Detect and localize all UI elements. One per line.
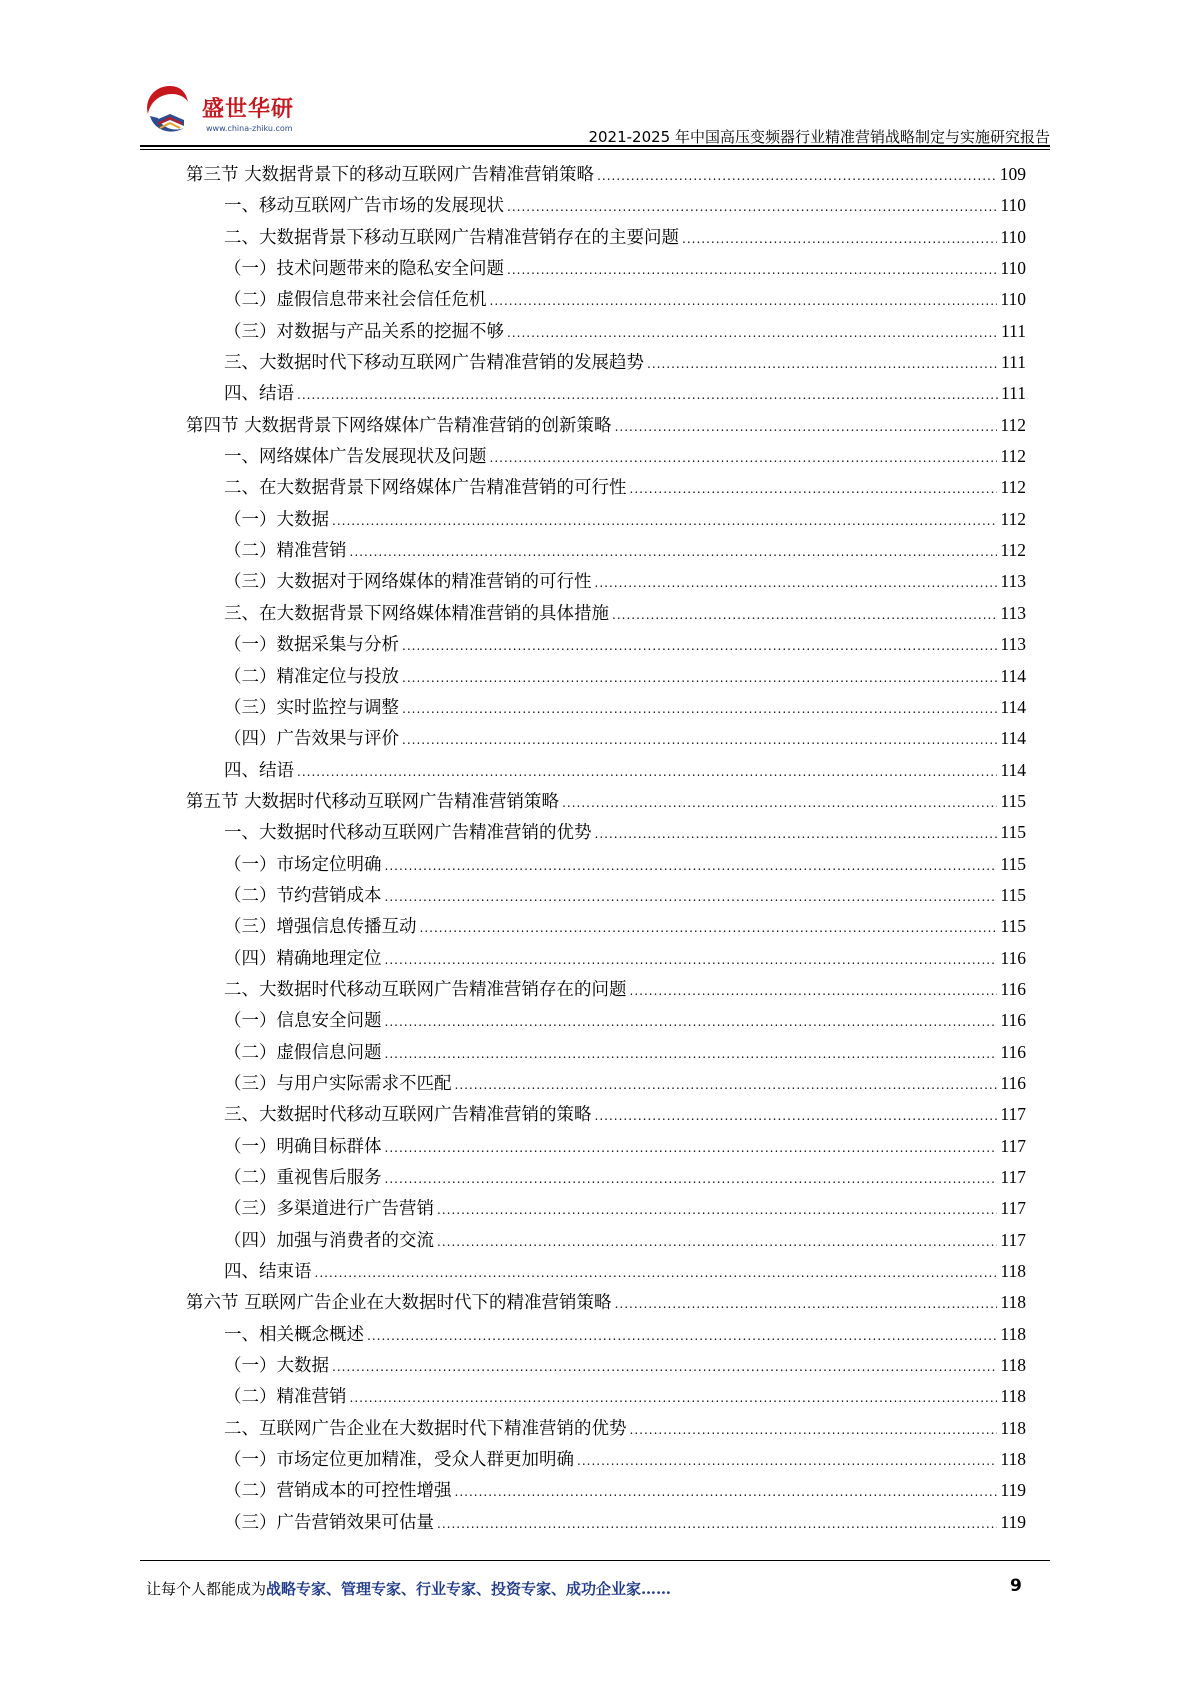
toc-entry-label: 二、大数据时代移动互联网广告精准营销存在的问题 bbox=[224, 979, 627, 1000]
toc-entry-label: 二、在大数据背景下网络媒体广告精准营销的可行性 bbox=[224, 478, 627, 499]
toc-entry[interactable] bbox=[186, 347, 1026, 378]
toc-entry-label: 三、大数据时代移动互联网广告精准营销的策略 bbox=[224, 1105, 592, 1126]
toc-entry[interactable] bbox=[186, 1287, 1026, 1318]
toc-entry[interactable] bbox=[186, 598, 1026, 629]
toc-entry-label: 一、网络媒体广告发展现状及问题 bbox=[224, 447, 487, 468]
toc-entry-page: 115 bbox=[1000, 884, 1026, 905]
toc-entry-label: （一）技术问题带来的隐私安全问题 bbox=[224, 259, 504, 280]
toc-entry-page: 113 bbox=[1000, 634, 1026, 655]
toc-entry[interactable] bbox=[186, 1068, 1026, 1099]
toc-entry-label: （四）精确地理定位 bbox=[224, 948, 382, 969]
toc-entry[interactable] bbox=[186, 190, 1026, 221]
toc-dot-leader bbox=[615, 412, 998, 441]
toc-entry-page: 119 bbox=[1000, 1511, 1026, 1532]
toc-entry-label: 第六节 互联网广告企业在大数据时代下的精准营销策略 bbox=[186, 1293, 612, 1314]
toc-entry-label: （一）数据采集与分析 bbox=[224, 635, 399, 656]
table-of-contents bbox=[186, 159, 1026, 1538]
toc-entry-page: 115 bbox=[1000, 916, 1026, 937]
toc-entry-page: 116 bbox=[1000, 978, 1026, 999]
toc-entry-label: 二、互联网广告企业在大数据时代下精准营销的优势 bbox=[224, 1418, 627, 1439]
logo-emblem-icon bbox=[140, 80, 200, 140]
toc-entry-page: 115 bbox=[1000, 790, 1026, 811]
toc-dot-leader bbox=[350, 1383, 998, 1412]
toc-entry[interactable] bbox=[186, 1193, 1026, 1224]
toc-entry-label: （三）对数据与产品关系的挖掘不够 bbox=[224, 321, 504, 342]
toc-entry-page: 117 bbox=[1000, 1229, 1026, 1250]
toc-entry[interactable] bbox=[186, 253, 1026, 284]
toc-entry[interactable] bbox=[186, 1350, 1026, 1381]
toc-entry-page: 118 bbox=[1000, 1292, 1026, 1313]
toc-entry-page: 116 bbox=[1000, 1072, 1026, 1093]
toc-dot-leader bbox=[615, 1289, 998, 1318]
toc-entry-label: （三）实时监控与调整 bbox=[224, 697, 399, 718]
toc-dot-leader bbox=[385, 1007, 998, 1036]
toc-entry[interactable] bbox=[186, 378, 1026, 409]
page-header bbox=[140, 78, 1050, 144]
toc-entry[interactable] bbox=[186, 1475, 1026, 1506]
toc-entry-label: （一）大数据 bbox=[224, 509, 329, 530]
toc-entry-page: 112 bbox=[1000, 477, 1026, 498]
toc-entry[interactable] bbox=[186, 1162, 1026, 1193]
toc-dot-leader bbox=[367, 1321, 997, 1350]
toc-entry[interactable] bbox=[186, 472, 1026, 503]
toc-entry[interactable] bbox=[186, 441, 1026, 472]
toc-entry-page: 114 bbox=[1000, 759, 1026, 780]
toc-entry-page: 116 bbox=[1000, 1010, 1026, 1031]
toc-dot-leader bbox=[385, 1133, 998, 1162]
page-number: 9 bbox=[1010, 1576, 1022, 1596]
toc-entry-label: （二）精准营销 bbox=[224, 541, 347, 562]
toc-entry[interactable] bbox=[186, 535, 1026, 566]
toc-entry-label: 第三节 大数据背景下的移动互联网广告精准营销策略 bbox=[186, 165, 595, 185]
toc-entry[interactable] bbox=[186, 755, 1026, 786]
toc-entry[interactable] bbox=[186, 159, 1026, 190]
toc-entry-label: （一）信息安全问题 bbox=[224, 1011, 382, 1032]
toc-entry-label: （一）明确目标群体 bbox=[224, 1136, 382, 1157]
toc-dot-leader bbox=[297, 380, 998, 409]
toc-entry-label: （四）广告效果与评价 bbox=[224, 729, 399, 750]
toc-entry-page: 112 bbox=[1000, 508, 1026, 529]
toc-entry-label: （二）营销成本的可控性增强 bbox=[224, 1481, 452, 1502]
toc-entry-label: （三）广告营销效果可估量 bbox=[224, 1512, 434, 1533]
toc-entry[interactable] bbox=[186, 943, 1026, 974]
toc-entry-label: 二、大数据背景下移动互联网广告精准营销存在的主要问题 bbox=[224, 227, 679, 248]
toc-entry-page: 114 bbox=[1000, 665, 1026, 686]
toc-entry-page: 114 bbox=[1000, 696, 1026, 717]
toc-entry[interactable] bbox=[186, 410, 1026, 441]
toc-entry-page: 110 bbox=[1000, 226, 1026, 247]
toc-entry-page: 117 bbox=[1000, 1104, 1026, 1125]
toc-entry-label: 第五节 大数据时代移动互联网广告精准营销策略 bbox=[186, 791, 560, 812]
toc-dot-leader bbox=[385, 945, 998, 974]
toc-entry-label: 三、在大数据背景下网络媒体精准营销的具体措施 bbox=[224, 603, 609, 624]
toc-entry-label: （二）精准定位与投放 bbox=[224, 666, 399, 687]
header-divider bbox=[140, 145, 1050, 147]
toc-entry[interactable] bbox=[186, 692, 1026, 723]
toc-entry-page: 118 bbox=[1000, 1355, 1026, 1376]
toc-dot-leader bbox=[297, 757, 997, 786]
toc-dot-leader bbox=[402, 663, 997, 692]
toc-entry-page: 113 bbox=[1000, 602, 1026, 623]
toc-dot-leader bbox=[490, 443, 998, 472]
toc-dot-leader bbox=[507, 318, 998, 347]
toc-entry-page: 111 bbox=[1001, 352, 1026, 373]
toc-entry[interactable] bbox=[186, 911, 1026, 942]
toc-dot-leader bbox=[562, 788, 997, 817]
toc-dot-leader bbox=[455, 1477, 998, 1506]
toc-entry[interactable] bbox=[186, 1099, 1026, 1130]
toc-entry-page: 116 bbox=[1000, 947, 1026, 968]
toc-entry-page: 111 bbox=[1001, 320, 1026, 341]
toc-entry[interactable] bbox=[186, 849, 1026, 880]
toc-dot-leader bbox=[630, 1415, 998, 1444]
toc-dot-leader bbox=[402, 631, 997, 660]
toc-entry[interactable] bbox=[186, 222, 1026, 253]
toc-entry-label: 四、结语 bbox=[224, 384, 294, 405]
toc-dot-leader bbox=[437, 1227, 997, 1256]
toc-entry-page: 119 bbox=[1000, 1480, 1026, 1501]
toc-dot-leader bbox=[630, 976, 998, 1005]
toc-entry-label: （三）与用户实际需求不匹配 bbox=[224, 1073, 452, 1094]
toc-entry-page: 110 bbox=[1000, 258, 1026, 279]
toc-entry-label: 三、大数据时代下移动互联网广告精准营销的发展趋势 bbox=[224, 353, 644, 374]
toc-dot-leader bbox=[332, 506, 997, 535]
toc-entry[interactable] bbox=[186, 1005, 1026, 1036]
footer-slogan-emphasis: 战略专家、管理专家、行业专家、投资专家、成功企业家…… bbox=[266, 1580, 672, 1598]
toc-entry-label: 一、移动互联网广告市场的发展现状 bbox=[224, 196, 504, 217]
toc-entry[interactable] bbox=[186, 1225, 1026, 1256]
toc-dot-leader bbox=[385, 851, 998, 880]
toc-entry-label: （三）增强信息传播互动 bbox=[224, 917, 417, 938]
toc-dot-leader bbox=[332, 1352, 997, 1381]
toc-entry-label: （一）市场定位更加精准，受众人群更加明确 bbox=[224, 1450, 574, 1471]
toc-entry[interactable] bbox=[186, 1319, 1026, 1350]
toc-dot-leader bbox=[490, 286, 998, 315]
toc-dot-leader bbox=[612, 600, 997, 629]
toc-entry-page: 117 bbox=[1000, 1198, 1026, 1219]
toc-entry[interactable] bbox=[186, 1444, 1026, 1475]
toc-dot-leader bbox=[595, 819, 998, 848]
footer-slogan-prefix: 让每个人都能成为 bbox=[146, 1580, 267, 1598]
toc-dot-leader bbox=[315, 1258, 998, 1287]
toc-entry-page: 117 bbox=[1000, 1167, 1026, 1187]
toc-dot-leader bbox=[507, 192, 997, 221]
toc-entry[interactable] bbox=[186, 1413, 1026, 1444]
toc-entry-page: 115 bbox=[1000, 822, 1026, 843]
toc-entry-label: （二）精准营销 bbox=[224, 1387, 347, 1408]
toc-entry-page: 117 bbox=[1000, 1135, 1026, 1156]
toc-dot-leader bbox=[577, 1446, 997, 1475]
toc-entry-page: 112 bbox=[1000, 540, 1026, 561]
toc-entry-page: 112 bbox=[1000, 446, 1026, 467]
toc-entry-page: 110 bbox=[1000, 289, 1026, 310]
toc-entry-page: 118 bbox=[1000, 1417, 1026, 1438]
toc-dot-leader bbox=[385, 1039, 998, 1068]
header-divider-thin bbox=[140, 149, 1050, 150]
footer-divider bbox=[140, 1560, 1050, 1561]
report-title: 2021-2025 年中国高压变频器行业精准营销战略制定与实施研究报告 bbox=[588, 128, 1050, 146]
toc-entry[interactable] bbox=[186, 661, 1026, 692]
toc-dot-leader bbox=[682, 224, 997, 253]
toc-dot-leader bbox=[437, 1509, 997, 1538]
footer-slogan bbox=[146, 1578, 671, 1599]
toc-entry-label: （二）虚假信息问题 bbox=[224, 1042, 382, 1063]
toc-entry-label: （二）虚假信息带来社会信任危机 bbox=[224, 290, 487, 311]
toc-dot-leader bbox=[420, 913, 998, 942]
toc-entry[interactable] bbox=[186, 1037, 1026, 1068]
toc-dot-leader bbox=[402, 725, 997, 754]
toc-entry-page: 110 bbox=[1000, 195, 1026, 216]
toc-entry[interactable] bbox=[186, 1507, 1026, 1538]
toc-entry-label: （一）大数据 bbox=[224, 1356, 329, 1377]
toc-entry[interactable] bbox=[186, 504, 1026, 535]
toc-entry-page: 118 bbox=[1000, 1386, 1026, 1407]
toc-entry[interactable] bbox=[186, 974, 1026, 1005]
toc-entry-label: 四、结语 bbox=[224, 760, 294, 781]
toc-entry-label: 第四节 大数据背景下网络媒体广告精准营销的创新策略 bbox=[186, 415, 612, 436]
toc-entry-label: 一、相关概念概述 bbox=[224, 1324, 364, 1345]
toc-entry-label: （四）加强与消费者的交流 bbox=[224, 1230, 434, 1251]
toc-dot-leader bbox=[630, 474, 998, 503]
toc-entry[interactable] bbox=[186, 284, 1026, 315]
toc-entry-page: 118 bbox=[1000, 1261, 1026, 1282]
toc-entry-page: 116 bbox=[1000, 1041, 1026, 1062]
toc-entry-page: 115 bbox=[1000, 853, 1026, 874]
toc-entry-label: （三）大数据对于网络媒体的精准营销的可行性 bbox=[224, 572, 592, 593]
toc-dot-leader bbox=[507, 255, 997, 284]
toc-entry[interactable] bbox=[186, 629, 1026, 660]
toc-entry-page: 113 bbox=[1000, 571, 1026, 592]
toc-entry-label: （二）节约营销成本 bbox=[224, 885, 382, 906]
toc-entry-page: 118 bbox=[1000, 1449, 1026, 1470]
toc-entry[interactable] bbox=[186, 566, 1026, 597]
logo-name: 盛世华研 bbox=[202, 97, 295, 122]
toc-entry-page: 114 bbox=[1000, 728, 1026, 749]
toc-entry-label: （三）多渠道进行广告营销 bbox=[224, 1199, 434, 1220]
toc-dot-leader bbox=[385, 882, 998, 911]
toc-entry[interactable] bbox=[186, 786, 1026, 817]
toc-dot-leader bbox=[595, 568, 998, 597]
toc-entry-page: 111 bbox=[1001, 383, 1026, 404]
toc-entry[interactable] bbox=[186, 880, 1026, 911]
toc-dot-leader bbox=[437, 1195, 997, 1224]
toc-entry[interactable] bbox=[186, 1256, 1026, 1287]
toc-entry[interactable] bbox=[186, 723, 1026, 754]
toc-entry-label: 一、大数据时代移动互联网广告精准营销的优势 bbox=[224, 823, 592, 844]
toc-dot-leader bbox=[595, 1101, 998, 1130]
toc-entry[interactable] bbox=[186, 817, 1026, 848]
toc-dot-leader bbox=[455, 1070, 998, 1099]
toc-entry-label: （一）市场定位明确 bbox=[224, 854, 382, 875]
toc-dot-leader bbox=[350, 537, 998, 566]
toc-dot-leader bbox=[647, 349, 998, 378]
toc-entry-page: 118 bbox=[1000, 1323, 1026, 1344]
toc-entry-page: 109 bbox=[999, 164, 1026, 184]
toc-entry-page: 112 bbox=[1000, 414, 1026, 435]
toc-dot-leader bbox=[385, 1164, 998, 1193]
toc-dot-leader bbox=[597, 161, 997, 190]
toc-dot-leader bbox=[402, 694, 997, 723]
toc-entry[interactable] bbox=[186, 316, 1026, 347]
toc-entry-label: 四、结束语 bbox=[224, 1262, 312, 1283]
company-logo bbox=[140, 78, 320, 142]
toc-entry[interactable] bbox=[186, 1131, 1026, 1162]
toc-entry[interactable] bbox=[186, 1381, 1026, 1412]
logo-url: www.china-zhiku.com bbox=[206, 124, 293, 133]
toc-entry-label: （二）重视售后服务 bbox=[224, 1168, 382, 1188]
